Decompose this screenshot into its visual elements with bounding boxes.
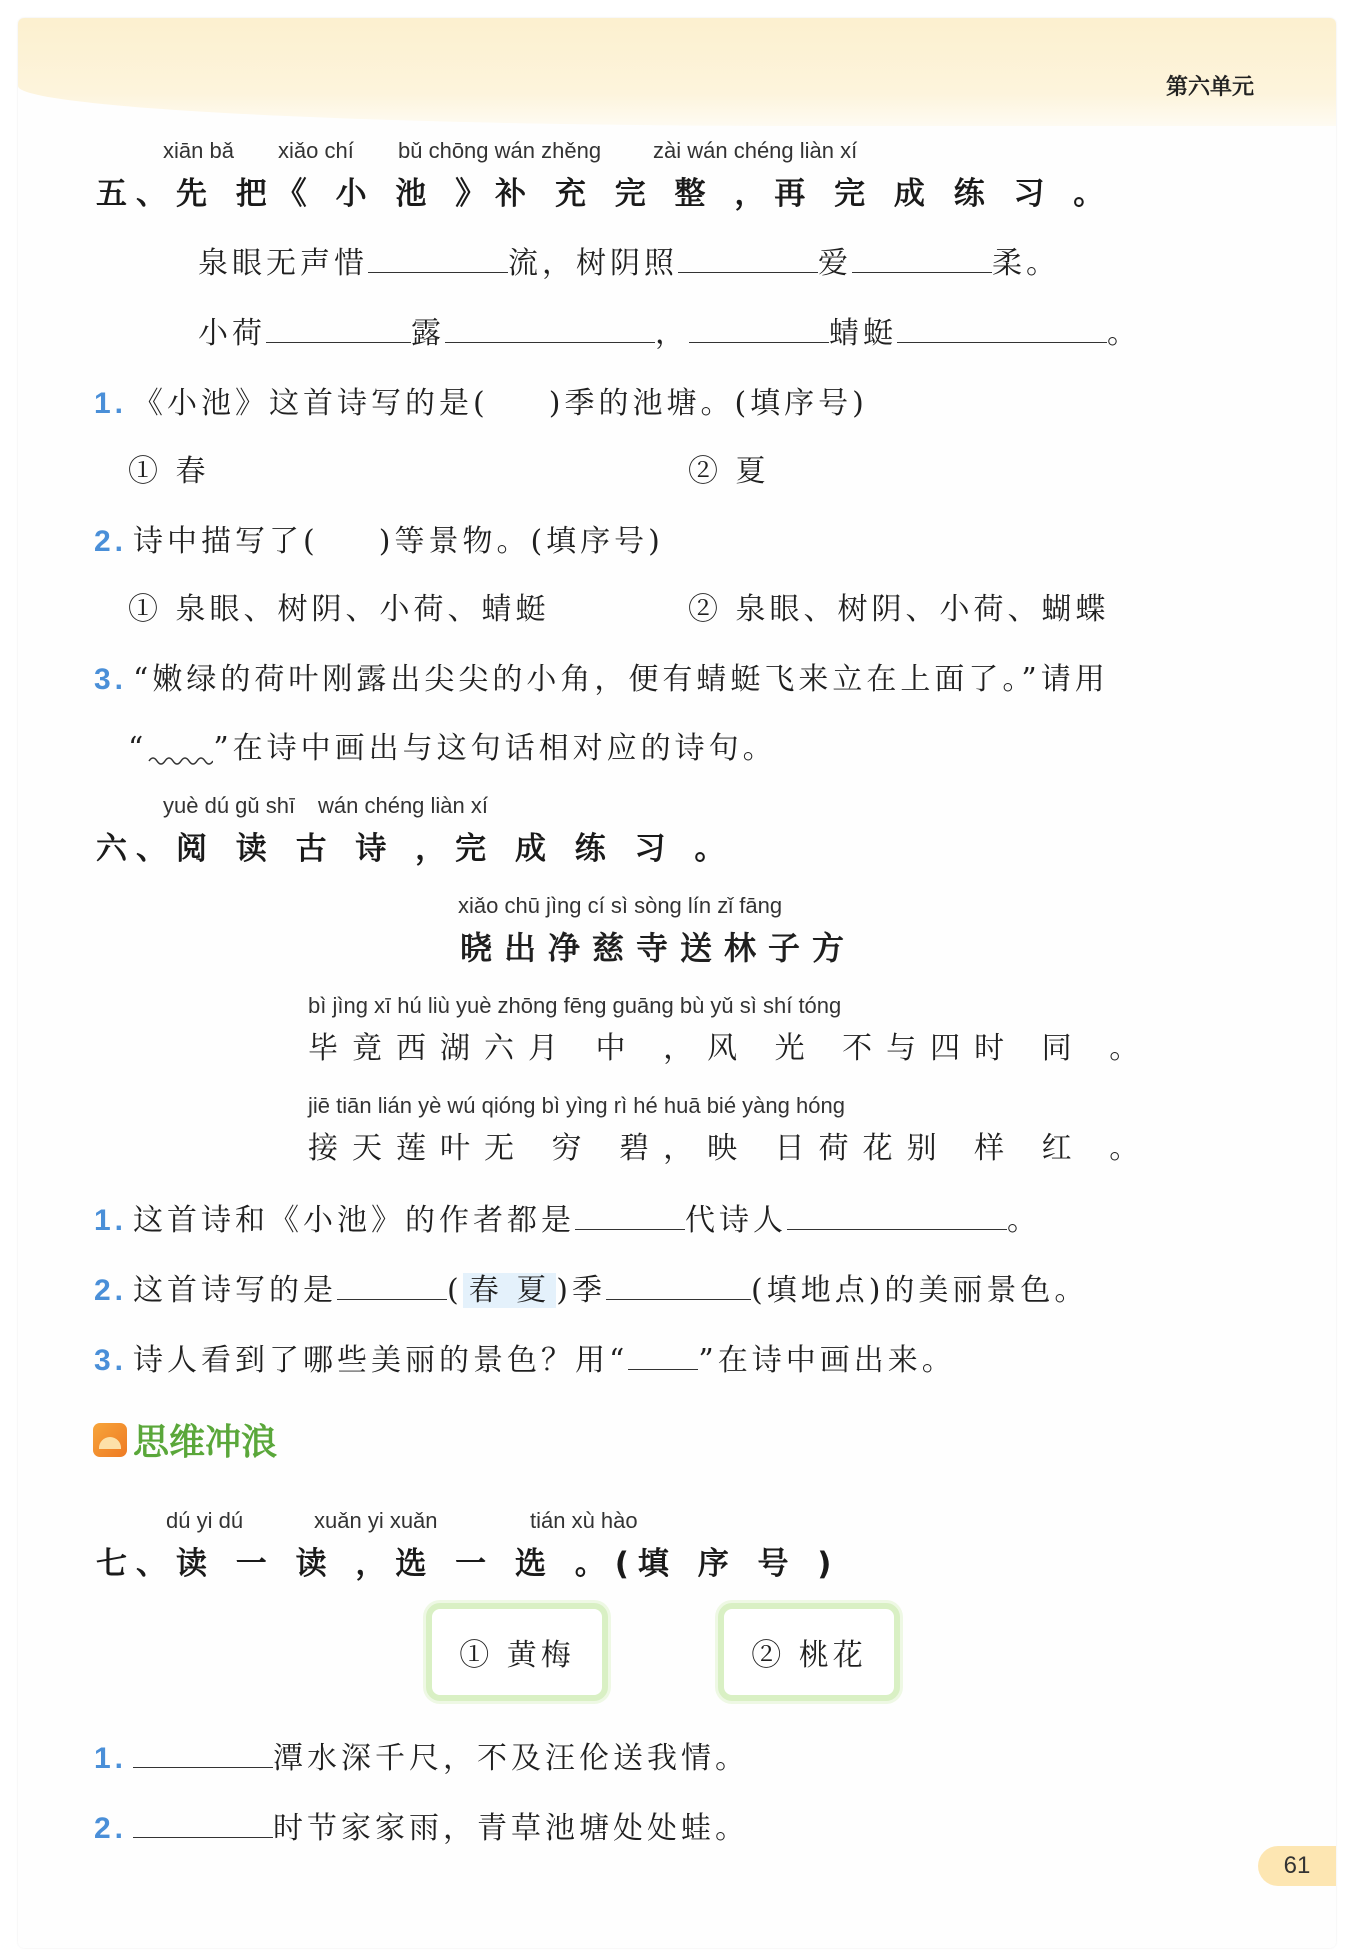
pinyin-wanchenglianxi: wán chéng liàn xí <box>318 793 488 818</box>
poem-line-2: 接天莲叶无 穷 碧，映 日荷花别 样 红 。 <box>308 1131 1154 1166</box>
s6-question-1 <box>94 1195 1041 1239</box>
section6-title: 六、阅 读 古 诗 ，完 成 练 习 。 <box>96 831 735 867</box>
text-segment: 泉眼无声惜 <box>198 246 368 281</box>
pinyin-xiaochi: xiǎo chí <box>278 138 354 163</box>
s5-q1-option-2: ② 夏 <box>688 454 770 489</box>
question-number: 2. <box>94 1812 128 1845</box>
poem-fill-line-2 <box>198 308 1141 352</box>
s6-question-2 <box>94 1265 1088 1309</box>
text-segment: 露 <box>411 316 445 351</box>
fill-blank[interactable] <box>787 1201 1007 1230</box>
fill-blank[interactable] <box>606 1271 751 1300</box>
question-number: 2. <box>94 1274 128 1307</box>
question-text: 诗人看到了哪些美丽的景色？用“ <box>133 1343 629 1378</box>
unit-label: 第六单元 <box>1165 75 1254 100</box>
question-text: ”在诗中画出与这句话相对应的诗句。 <box>213 731 777 766</box>
choice-highlight[interactable]: 春 夏 <box>463 1273 557 1308</box>
s7-question-2 <box>94 1803 749 1847</box>
poem-line-1: 毕竟西湖六月 中 ，风 光 不与四时 同 。 <box>308 1031 1154 1066</box>
page-number: 61 <box>1258 1846 1336 1886</box>
question-number: 1. <box>94 1742 128 1775</box>
question-text: 诗中描写了( <box>133 524 319 559</box>
fill-blank[interactable] <box>445 314 655 343</box>
pinyin-duyidu: dú yi dú <box>166 1508 244 1533</box>
fill-blank[interactable] <box>337 1271 447 1300</box>
text-segment: 爱 <box>818 246 852 281</box>
fill-blank[interactable] <box>133 1809 273 1838</box>
fill-blank[interactable] <box>368 244 508 273</box>
thinking-surf-icon <box>93 1423 127 1457</box>
question-number: 2. <box>94 525 128 558</box>
text-segment: 蜻蜓 <box>829 316 897 351</box>
paren-open: ( <box>447 1273 463 1308</box>
question-text: )季的池塘。(填序号) <box>548 386 868 421</box>
text-segment: 流，树阴照 <box>508 246 678 281</box>
text-segment: 。 <box>1107 316 1141 351</box>
s5-q2-option-2: ② 泉眼、树阴、小荷、蝴蝶 <box>688 592 1110 627</box>
question-text: 这首诗和《小池》的作者都是 <box>133 1203 576 1238</box>
question-text: )季 <box>556 1273 607 1308</box>
question-text: 时节家家雨，青草池塘处处蛙。 <box>273 1811 750 1846</box>
thinking-section-title: 思维冲浪 <box>133 1422 278 1463</box>
pinyin-buchong: bǔ chōng wán zhěng <box>398 138 602 163</box>
quote-open: “ <box>128 731 148 766</box>
question-text: )等景物。(填序号) <box>378 524 664 559</box>
header-band <box>18 18 1336 126</box>
question-text: 潭水深千尺，不及汪伦送我情。 <box>273 1741 750 1776</box>
fill-blank[interactable] <box>266 314 411 343</box>
question-number: 3. <box>94 1344 128 1377</box>
pinyin-yuedugushi: yuè dú gǔ shī <box>163 793 296 818</box>
fill-blank[interactable] <box>678 244 818 273</box>
pinyin-xianba: xiān bǎ <box>163 138 234 163</box>
fill-blank[interactable] <box>575 1201 685 1230</box>
fill-blank[interactable] <box>689 314 829 343</box>
question-number: 1. <box>94 1204 128 1237</box>
pinyin-tianxuhao: tián xù hào <box>530 1508 638 1533</box>
question-text: 。 <box>1007 1203 1042 1238</box>
text-segment: ， <box>655 316 689 351</box>
question-text: 这首诗写的是 <box>133 1273 338 1308</box>
question-number: 3. <box>94 663 128 696</box>
s5-question-2 <box>94 516 664 560</box>
s5-q1-option-1: ① 春 <box>128 454 210 489</box>
fill-blank[interactable] <box>852 244 992 273</box>
poem-line-1-pinyin: bì jìng xī hú liù yuè zhōng fēng guāng bù yǔ sì shí tóng <box>308 993 842 1018</box>
poem-line-2-pinyin: jiē tiān lián yè wú qióng bì yìng rì hé huā bié yàng hóng <box>308 1093 845 1118</box>
fill-blank[interactable] <box>897 314 1107 343</box>
section5-title: 五、先 把《 小 池 》补 充 完 整 ，再 完 成 练 习 。 <box>96 176 1114 212</box>
poem-fill-line-1 <box>198 238 1060 282</box>
s5-question-1 <box>94 378 868 422</box>
workbook-page <box>18 18 1336 1948</box>
s5-question-3 <box>94 654 1109 698</box>
choice-box-huangmei: ① 黄梅 <box>426 1603 608 1701</box>
s5-q2-option-1: ① 泉眼、树阴、小荷、蜻蜓 <box>128 592 550 627</box>
fill-blank[interactable] <box>133 1739 273 1768</box>
pinyin-xuanyixuan: xuǎn yi xuǎn <box>314 1508 438 1533</box>
poem-title-pinyin: xiǎo chū jìng cí sì sòng lín zǐ fāng <box>458 893 783 918</box>
s5-question-3-cont <box>128 723 777 767</box>
s6-question-3 <box>94 1335 956 1379</box>
question-text: 代诗人 <box>685 1203 788 1238</box>
pinyin-zaiwancheng: zài wán chéng liàn xí <box>653 138 858 163</box>
text-segment: 柔。 <box>992 246 1060 281</box>
s7-question-1 <box>94 1733 749 1777</box>
question-text: “嫩绿的荷叶刚露出尖尖的小角，便有蜻蜓飞来立在上面了。”请用 <box>133 662 1109 697</box>
choice-box-taohua: ② 桃花 <box>718 1603 900 1701</box>
question-text: 《小池》这首诗写的是( <box>133 386 489 421</box>
section7-title: 七、读 一 读 ，选 一 选 。(填 序 号 ) <box>96 1546 841 1582</box>
poem-title: 晓出净慈寺送林子方 <box>460 929 857 967</box>
wavy-underline-icon <box>147 745 213 767</box>
text-segment: 小荷 <box>198 316 266 351</box>
question-number: 1. <box>94 387 128 420</box>
question-text: (填地点)的美丽景色。 <box>751 1273 1089 1308</box>
question-text: ”在诗中画出来。 <box>698 1343 956 1378</box>
underline-sample <box>628 1341 698 1370</box>
